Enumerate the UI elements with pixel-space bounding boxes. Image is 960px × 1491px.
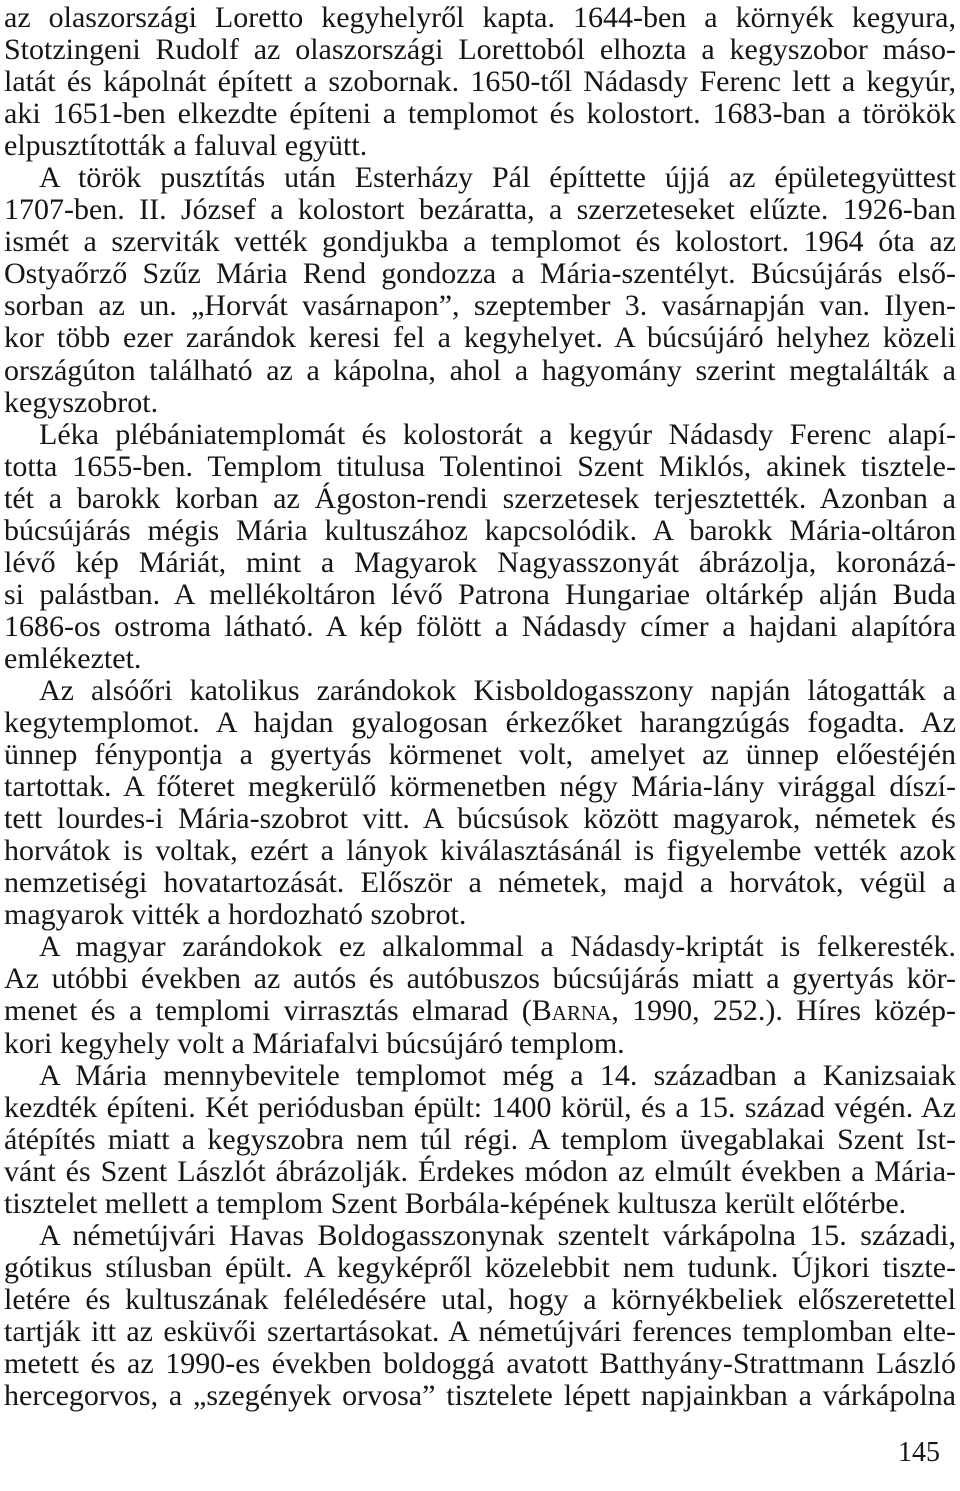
line-text: aki 1651-ben elkezdte építeni a templomot és kolostort. 1683-ban a törökök	[4, 97, 956, 131]
line-text: A Mária mennybevitele templomot még a 14. században a Kanizsaiak	[39, 1058, 956, 1092]
text-line	[4, 483, 956, 515]
text-line	[4, 355, 956, 387]
line-text: 1686-os ostroma látható. A kép fölött a Nádasdy címer a hajdani alapítóra	[4, 609, 956, 643]
text-line	[4, 130, 956, 162]
line-text: országúton található az a kápolna, ahol a hagyomány szerint megtalálták a	[4, 353, 956, 387]
text-line	[4, 675, 956, 707]
line-text: A török pusztítás után Esterházy Pál építtette újjá az épületegyüttest	[39, 161, 956, 195]
text-line	[4, 290, 956, 322]
text-line	[4, 995, 956, 1027]
text-line	[4, 707, 956, 739]
text-line	[4, 803, 956, 835]
citation-author: Barna	[531, 994, 612, 1028]
line-text: Léka plébániatemplomát és kolostorát a kegyúr Nádasdy Ferenc alapí-	[39, 417, 956, 451]
line-text: tét a barokk korban az Ágoston-rendi szerzetesek terjesztették. Azonban a	[4, 481, 956, 515]
line-text: tartottak. A főteret megkerülő körmenetben négy Mária-lány virággal díszí-	[4, 770, 956, 804]
line-text-after-citation: , 1990, 252.). Híres közép-	[611, 994, 957, 1028]
line-text: búcsújárás mégis Mária kultuszához kapcsolódik. A barokk Mária-oltáron	[4, 513, 956, 547]
text-line	[4, 419, 956, 451]
line-text: Stotzingeni Rudolf az olaszországi Lorettoból elhozta a kegyszobor máso-	[4, 33, 956, 67]
line-text: Ostyaőrző Szűz Mária Rend gondozza a Mária-szentélyt. Búcsújárás első-	[4, 257, 956, 291]
text-line	[4, 194, 956, 226]
line-text: si palástban. A mellékoltáron lévő Patrona Hungariae oltárkép alján Buda	[4, 577, 956, 611]
paragraph	[4, 419, 956, 675]
line-text: vánt és Szent Lászlót ábrázolják. Érdekes módon az elmúlt években a Mária-	[4, 1154, 956, 1188]
text-line	[4, 1060, 956, 1092]
line-text: ismét a szerviták vették gondjukba a templomot és kolostort. 1964 óta az	[4, 225, 956, 259]
text-line	[4, 2, 956, 34]
paragraph	[4, 162, 956, 418]
line-text-before-citation: menet és a templomi virrasztás elmarad (	[4, 994, 532, 1028]
text-line	[4, 611, 956, 643]
text-line	[4, 1092, 956, 1124]
paragraph	[4, 675, 956, 931]
page-number: 145	[898, 1437, 940, 1468]
text-line	[4, 963, 956, 995]
text-line	[4, 771, 956, 803]
line-text: kezdték építeni. Két periódusban épült: 1400 körül, és a 15. század végén. Az	[4, 1090, 956, 1124]
line-text: ünnep fénypontja a gyertyás körmenet volt, amelyet az ünnep előestéjén	[4, 738, 956, 772]
line-text: elpusztították a faluval együtt.	[4, 129, 368, 163]
line-text: tartják itt az esküvői szertartásokat. A németújvári ferences templomban elte-	[4, 1314, 956, 1348]
line-text: lévő kép Máriát, mint a Magyarok Nagyasszonyát ábrázolja, koronázá-	[4, 545, 956, 579]
paragraph	[4, 931, 956, 1059]
line-text: kegytemplomot. A hajdan gyalogosan érkezőket harangzúgás fogadta. Az	[4, 706, 956, 740]
paragraph	[4, 2, 956, 162]
line-text: horvátok is voltak, ezért a lányok kiválasztásánál is figyelembe vették azok	[4, 834, 956, 868]
line-text: az olaszországi Loretto kegyhelyről kapta. 1644-ben a környék kegyura,	[4, 1, 956, 34]
line-text: sorban az un. „Horvát vasárnapon”, szeptember 3. vasárnapján van. Ilyen-	[4, 289, 956, 323]
text-line	[4, 322, 956, 354]
line-text: kegyszobrot.	[4, 385, 159, 419]
line-text: magyarok vitték a hordozható szobrot.	[4, 898, 467, 932]
text-line	[4, 547, 956, 579]
text-line	[4, 162, 956, 194]
line-text: tett lourdes-i Mária-szobrot vitt. A búcsúsok között magyarok, németek és	[4, 802, 956, 836]
line-text: tisztelet mellett a templom Szent Borbála-képének kultusza került előtérbe.	[4, 1186, 907, 1220]
text-line	[4, 1348, 956, 1380]
paragraph	[4, 1220, 956, 1412]
line-text: A magyar zarándokok ez alkalommal a Nádasdy-kriptát is felkeresték.	[39, 930, 956, 964]
text-line	[4, 451, 956, 483]
text-line	[4, 739, 956, 771]
line-text: Az alsóőri katolikus zarándokok Kisboldogasszony napján látogatták a	[39, 673, 956, 707]
text-line	[4, 643, 956, 675]
text-line	[4, 1380, 956, 1412]
text-line	[4, 579, 956, 611]
line-text: emlékeztet.	[4, 641, 142, 675]
text-line	[4, 34, 956, 66]
paragraph	[4, 1060, 956, 1220]
line-text	[4, 995, 956, 1027]
line-text: átépítés miatt a kegyszobra nem túl régi. A templom üvegablakai Szent Ist-	[4, 1122, 956, 1156]
line-text: gótikus stílusban épült. A kegyképről közelebbit nem tudunk. Újkori tiszte-	[4, 1250, 956, 1284]
text-line	[4, 1316, 956, 1348]
text-line	[4, 1028, 956, 1060]
line-text: kor több ezer zarándok keresi fel a kegyhelyet. A búcsújáró helyhez közeli	[4, 321, 956, 355]
line-text: kori kegyhely volt a Máriafalvi búcsújáró templom.	[4, 1026, 625, 1060]
text-line	[4, 226, 956, 258]
text-line	[4, 1284, 956, 1316]
text-line	[4, 66, 956, 98]
text-line	[4, 835, 956, 867]
line-text: metett és az 1990-es években boldoggá avatott Batthyány-Strattmann László	[4, 1346, 956, 1380]
line-text: latát és kápolnát épített a szobornak. 1650-től Nádasdy Ferenc lett a kegyúr,	[4, 65, 956, 99]
line-text: letére és kultuszának feléledésére utal, hogy a környékbeliek előszeretettel	[4, 1282, 956, 1316]
text-line	[4, 899, 956, 931]
text-line	[4, 1220, 956, 1252]
line-text: A németújvári Havas Boldogasszonynak szentelt várkápolna 15. századi,	[39, 1218, 956, 1252]
text-line	[4, 867, 956, 899]
text-line	[4, 1252, 956, 1284]
text-line	[4, 1188, 956, 1220]
text-line	[4, 1124, 956, 1156]
line-text: totta 1655-ben. Templom titulusa Tolentinoi Szent Miklós, akinek tisztele-	[4, 449, 956, 483]
line-text: nemzetiségi hovatartozását. Először a németek, majd a horvátok, végül a	[4, 866, 956, 900]
line-text: Az utóbbi években az autós és autóbuszos búcsújárás miatt a gyertyás kör-	[4, 962, 956, 996]
text-line	[4, 515, 956, 547]
body-text	[4, 2, 956, 1412]
text-line	[4, 931, 956, 963]
text-line	[4, 1156, 956, 1188]
text-line	[4, 387, 956, 419]
line-text: hercegorvos, a „szegények orvosa” tisztelete lépett napjainkban a várkápolna	[4, 1379, 956, 1413]
text-line	[4, 258, 956, 290]
text-line	[4, 98, 956, 130]
line-text: 1707-ben. II. József a kolostort bezáratta, a szerzeteseket elűzte. 1926-ban	[4, 193, 956, 227]
